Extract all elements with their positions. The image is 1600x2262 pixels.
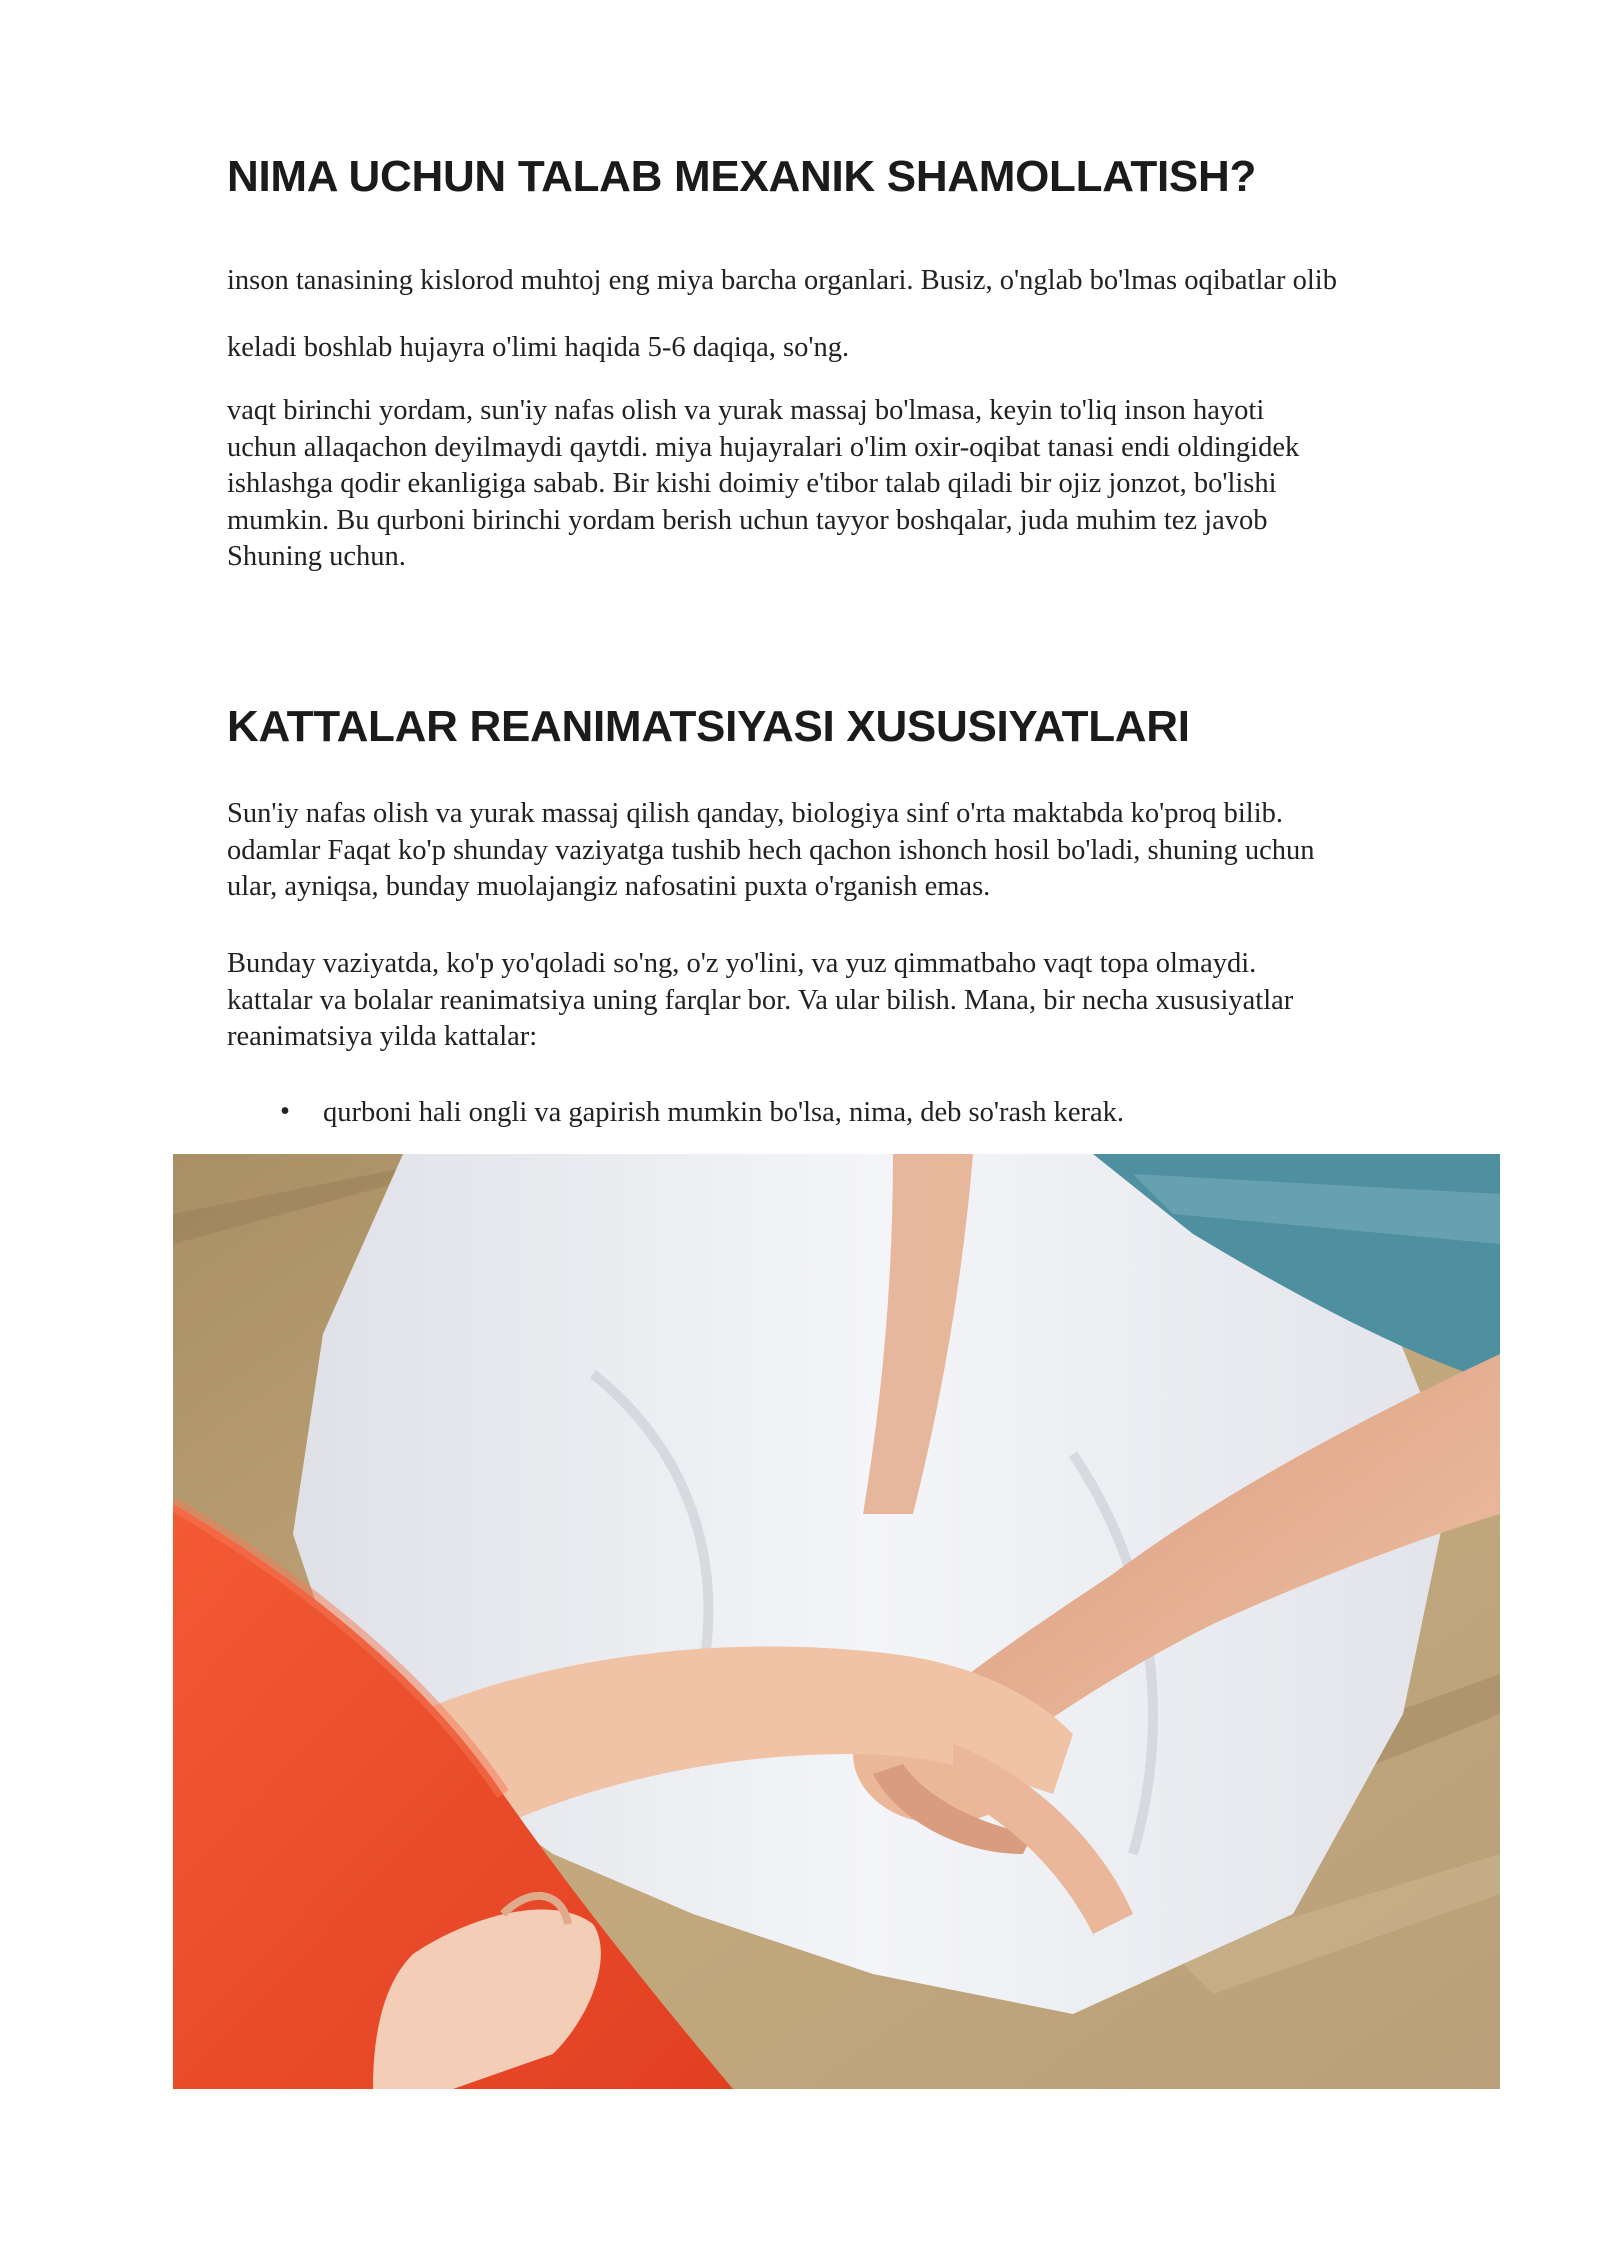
- text-line: Bunday vaziyatda, ko'p yo'qoladi so'ng, o'z yo'lini, va yuz qimmatbaho vaqt topa olmaydi.: [227, 948, 1257, 979]
- text-line: keladi boshlab hujayra o'limi haqida 5-6 daqiqa, so'ng.: [227, 332, 850, 363]
- text-line: uchun allaqachon deyilmaydi qaytdi. miya hujayralari o'lim oxir-oqibat tanasi endi oldingidek: [227, 431, 1300, 463]
- text-line: odamlar Faqat ko'p shunday vaziyatga tushib hech qachon ishonch hosil bo'ladi, shuning uchun: [227, 834, 1315, 866]
- text-line: kattalar va bolalar reanimatsiya uning farqlar bor. Va ular bilish. Mana, bir necha xususiyatlar: [227, 984, 1294, 1016]
- paragraph-first-aid: [227, 393, 1477, 576]
- text-line: inson tanasining kislorod muhtoj eng miya barcha organlari. Busiz, o'nglab bo'lmas oqibatlar olib: [227, 265, 1337, 296]
- text-line: reanimatsiya yilda kattalar:: [227, 1021, 538, 1052]
- photo-pulse-check-icon: [173, 1154, 1500, 2089]
- text-line: Shuning uchun.: [227, 541, 406, 572]
- bullet-dot: •: [280, 1096, 290, 1127]
- bullet-item: qurboni hali ongli va gapirish mumkin bo'lsa, nima, deb so'rash kerak.: [323, 1097, 1125, 1128]
- text-line: vaqt birinchi yordam, sun'iy nafas olish va yurak massaj bo'lmasa, keyin to'liq inson hayoti: [227, 395, 1265, 426]
- text-line: ishlashga qodir ekanligiga sabab. Bir kishi doimiy e'tibor talab qiladi bir ojiz jonzot, bo'lishi: [227, 468, 1277, 499]
- text-line: Sun'iy nafas olish va yurak massaj qilish qanday, biologiya sinf o'rta maktabda ko'proq bilib.: [227, 798, 1284, 829]
- section-heading-ventilation: NIMA UCHUN TALAB MEXANIK SHAMOLLATISH?: [227, 152, 1257, 201]
- text-line: ular, ayniqsa, bunday muolajangiz nafosatini puxta o'rganish emas.: [227, 871, 991, 902]
- paragraph-intro: [227, 247, 1477, 381]
- section-heading-adult-resuscitation: KATTALAR REANIMATSIYASI XUSUSIYATLARI: [227, 702, 1190, 751]
- text-line: mumkin. Bu qurboni birinchi yordam berish uchun tayyor boshqalar, juda muhim tez javob: [227, 504, 1268, 536]
- paragraph-cpr-knowledge: [227, 796, 1477, 906]
- paragraph-adult-features: [227, 946, 1477, 1056]
- photo-pulse-check: [173, 1154, 1500, 2089]
